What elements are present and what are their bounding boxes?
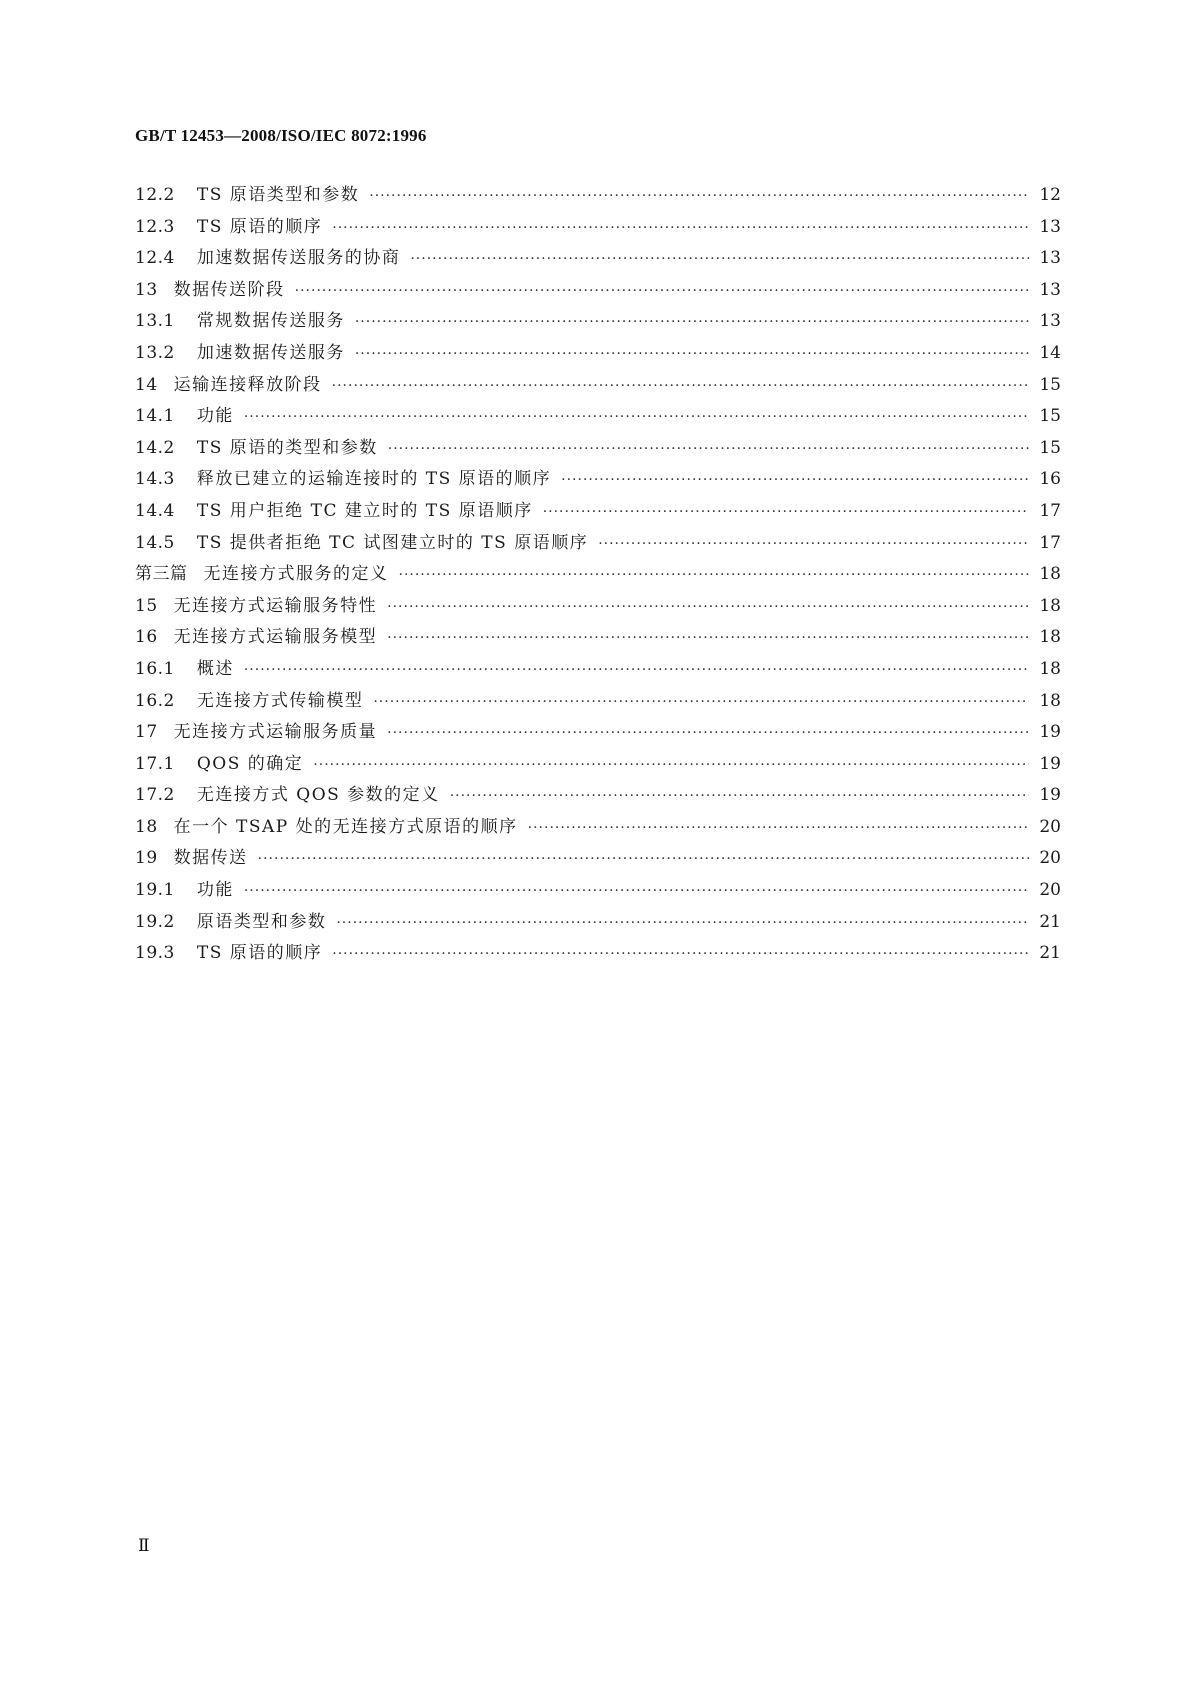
toc-entry[interactable] — [135, 275, 1061, 307]
toc-dot-leader — [244, 876, 1029, 908]
toc-entry-page: 18 — [1039, 690, 1061, 711]
toc-dot-leader — [543, 497, 1029, 529]
toc-entry-number: 17.2 — [135, 785, 175, 806]
toc-entry-title: 功能 — [196, 406, 234, 427]
toc-entry-title: 无连接方式运输服务模型 — [173, 627, 378, 648]
toc-entry[interactable] — [135, 338, 1061, 370]
toc-entry[interactable] — [135, 401, 1061, 433]
toc-entry-number: 14.4 — [135, 500, 175, 521]
toc-entry-title: QOS 的确定 — [196, 753, 304, 774]
toc-entry-title: TS 原语的顺序 — [196, 216, 323, 237]
toc-entry[interactable] — [135, 243, 1061, 275]
toc-entry[interactable] — [135, 622, 1061, 654]
toc-entry-title: 在一个 TSAP 处的无连接方式原语的顺序 — [173, 816, 518, 837]
toc-entry-page: 15 — [1039, 374, 1061, 395]
toc-entry-page: 13 — [1039, 311, 1061, 332]
toc-entry[interactable] — [135, 654, 1061, 686]
toc-entry-title: 释放已建立的运输连接时的 TS 原语的顺序 — [196, 469, 552, 490]
toc-dot-leader — [244, 655, 1029, 687]
toc-entry-title: 运输连接释放阶段 — [173, 374, 322, 395]
toc-entry-title: 加速数据传送服务的协商 — [196, 248, 401, 269]
toc-entry[interactable] — [135, 812, 1061, 844]
toc-entry-page: 15 — [1039, 406, 1061, 427]
toc-entry-page: 20 — [1039, 848, 1061, 869]
toc-entry[interactable] — [135, 907, 1061, 939]
toc-dot-leader — [388, 434, 1029, 466]
toc-dot-leader — [561, 465, 1029, 497]
toc-dot-leader — [369, 181, 1029, 213]
toc-entry-title: TS 原语类型和参数 — [196, 185, 360, 205]
toc-entry-page: 17 — [1039, 500, 1061, 521]
toc-entry-page: 18 — [1039, 658, 1061, 679]
toc-entry-page: 16 — [1039, 469, 1061, 490]
toc-entry[interactable] — [135, 306, 1061, 338]
toc-dot-leader — [387, 718, 1029, 750]
toc-entry-number: 14.3 — [135, 469, 175, 490]
toc-entry[interactable] — [135, 464, 1061, 496]
toc-entry[interactable] — [135, 496, 1061, 528]
toc-dot-leader — [399, 560, 1030, 592]
toc-entry-page: 15 — [1039, 437, 1061, 458]
toc-dot-leader — [244, 402, 1029, 434]
toc-entry[interactable] — [135, 370, 1061, 402]
toc-entry-page: 14 — [1039, 342, 1061, 363]
toc-dot-leader — [355, 307, 1029, 339]
toc-dot-leader — [336, 908, 1029, 940]
toc-entry-number: 14.2 — [135, 437, 175, 458]
toc-entry-title: 原语类型和参数 — [196, 911, 327, 932]
toc-entry-number: 14 — [135, 374, 158, 395]
toc-entry-page: 18 — [1039, 627, 1061, 648]
toc-entry-number: 13.2 — [135, 342, 175, 363]
toc-entry-title: 无连接方式 QOS 参数的定义 — [196, 785, 440, 806]
toc-entry[interactable] — [135, 591, 1061, 623]
toc-dot-leader — [410, 244, 1029, 276]
toc-entry-title: 加速数据传送服务 — [196, 342, 345, 363]
toc-entry[interactable] — [135, 938, 1061, 970]
toc-dot-leader — [295, 276, 1029, 308]
toc-entry-page: 21 — [1039, 911, 1061, 932]
toc-entry-title: 概述 — [196, 658, 234, 679]
toc-entry-title: 功能 — [196, 880, 234, 901]
toc-entry-title: 无连接方式服务的定义 — [203, 564, 389, 585]
page-number: Ⅱ — [138, 1536, 150, 1555]
toc-entry-number: 18 — [135, 816, 158, 837]
toc-entry[interactable] — [135, 686, 1061, 718]
toc-entry-number: 13 — [135, 279, 158, 300]
toc-dot-leader — [373, 687, 1029, 719]
toc-entry-title: 无连接方式运输服务特性 — [173, 595, 378, 616]
toc-entry[interactable] — [135, 433, 1061, 465]
toc-entry-number: 12.4 — [135, 248, 175, 269]
toc-entry-title: TS 原语的类型和参数 — [196, 437, 378, 458]
toc-entry-number: 14.1 — [135, 406, 175, 427]
toc-entry-page: 12 — [1039, 185, 1061, 205]
toc-entry-number: 16.1 — [135, 658, 175, 679]
toc-entry-number: 13.1 — [135, 311, 175, 332]
toc-entry-number: 15 — [135, 595, 158, 616]
toc-entry[interactable] — [135, 180, 1061, 212]
toc-entry-page: 19 — [1039, 753, 1061, 774]
toc-dot-leader — [387, 623, 1029, 655]
toc-dot-leader — [450, 781, 1029, 813]
toc-entry-number: 19.1 — [135, 880, 175, 901]
toc-entry-number: 16 — [135, 627, 158, 648]
toc-entry[interactable] — [135, 559, 1061, 591]
toc-dot-leader — [332, 939, 1029, 971]
toc-entry-page: 13 — [1039, 216, 1061, 237]
toc-dot-leader — [387, 592, 1029, 624]
toc-entry-number: 19 — [135, 848, 158, 869]
toc-entry-title: 无连接方式运输服务质量 — [173, 722, 378, 743]
toc-entry[interactable] — [135, 780, 1061, 812]
toc-dot-leader — [258, 844, 1029, 876]
toc-entry-number: 19.3 — [135, 943, 175, 964]
toc-entry-page: 19 — [1039, 785, 1061, 806]
toc-entry-number: 12.2 — [135, 185, 175, 205]
standard-number-header: GB/T 12453—2008/ISO/IEC 8072:1996 — [135, 126, 427, 145]
toc-dot-leader — [332, 371, 1029, 403]
toc-dot-leader — [355, 339, 1029, 371]
toc-entry-title: 数据传送阶段 — [173, 279, 285, 300]
toc-entry-number: 19.2 — [135, 911, 175, 932]
toc-entry[interactable] — [135, 843, 1061, 875]
toc-dot-leader — [598, 529, 1029, 561]
toc-entry[interactable] — [135, 212, 1061, 244]
toc-entry-title: 常规数据传送服务 — [196, 311, 345, 332]
toc-entry-page: 20 — [1039, 816, 1061, 837]
toc-entry-page: 17 — [1039, 532, 1061, 553]
toc-entry-number: 17 — [135, 722, 158, 743]
toc-dot-leader — [332, 213, 1029, 245]
toc-entry-page: 18 — [1039, 595, 1061, 616]
toc-entry-page: 13 — [1039, 248, 1061, 269]
toc-entry[interactable] — [135, 528, 1061, 560]
toc-entry-number: 14.5 — [135, 532, 175, 553]
toc-entry[interactable] — [135, 717, 1061, 749]
toc-dot-leader — [528, 813, 1029, 845]
toc-entry-title: 无连接方式传输模型 — [196, 690, 364, 711]
toc-entry-title: TS 原语的顺序 — [196, 943, 323, 964]
toc-entry-page: 13 — [1039, 279, 1061, 300]
table-of-contents — [135, 180, 1061, 970]
toc-entry-page: 19 — [1039, 722, 1061, 743]
toc-entry-title: TS 用户拒绝 TC 建立时的 TS 原语顺序 — [196, 500, 533, 521]
toc-entry-page: 21 — [1039, 943, 1061, 964]
toc-entry-number: 16.2 — [135, 690, 175, 711]
toc-entry-page: 18 — [1039, 564, 1061, 585]
toc-entry-title: 数据传送 — [173, 848, 248, 869]
toc-entry-number: 12.3 — [135, 216, 175, 237]
toc-entry-number: 第三篇 — [135, 564, 188, 585]
toc-entry-number: 17.1 — [135, 753, 175, 774]
toc-entry-page: 20 — [1039, 880, 1061, 901]
toc-entry[interactable] — [135, 875, 1061, 907]
toc-entry-title: TS 提供者拒绝 TC 试图建立时的 TS 原语顺序 — [196, 532, 589, 553]
toc-entry[interactable] — [135, 749, 1061, 781]
toc-dot-leader — [313, 750, 1029, 782]
